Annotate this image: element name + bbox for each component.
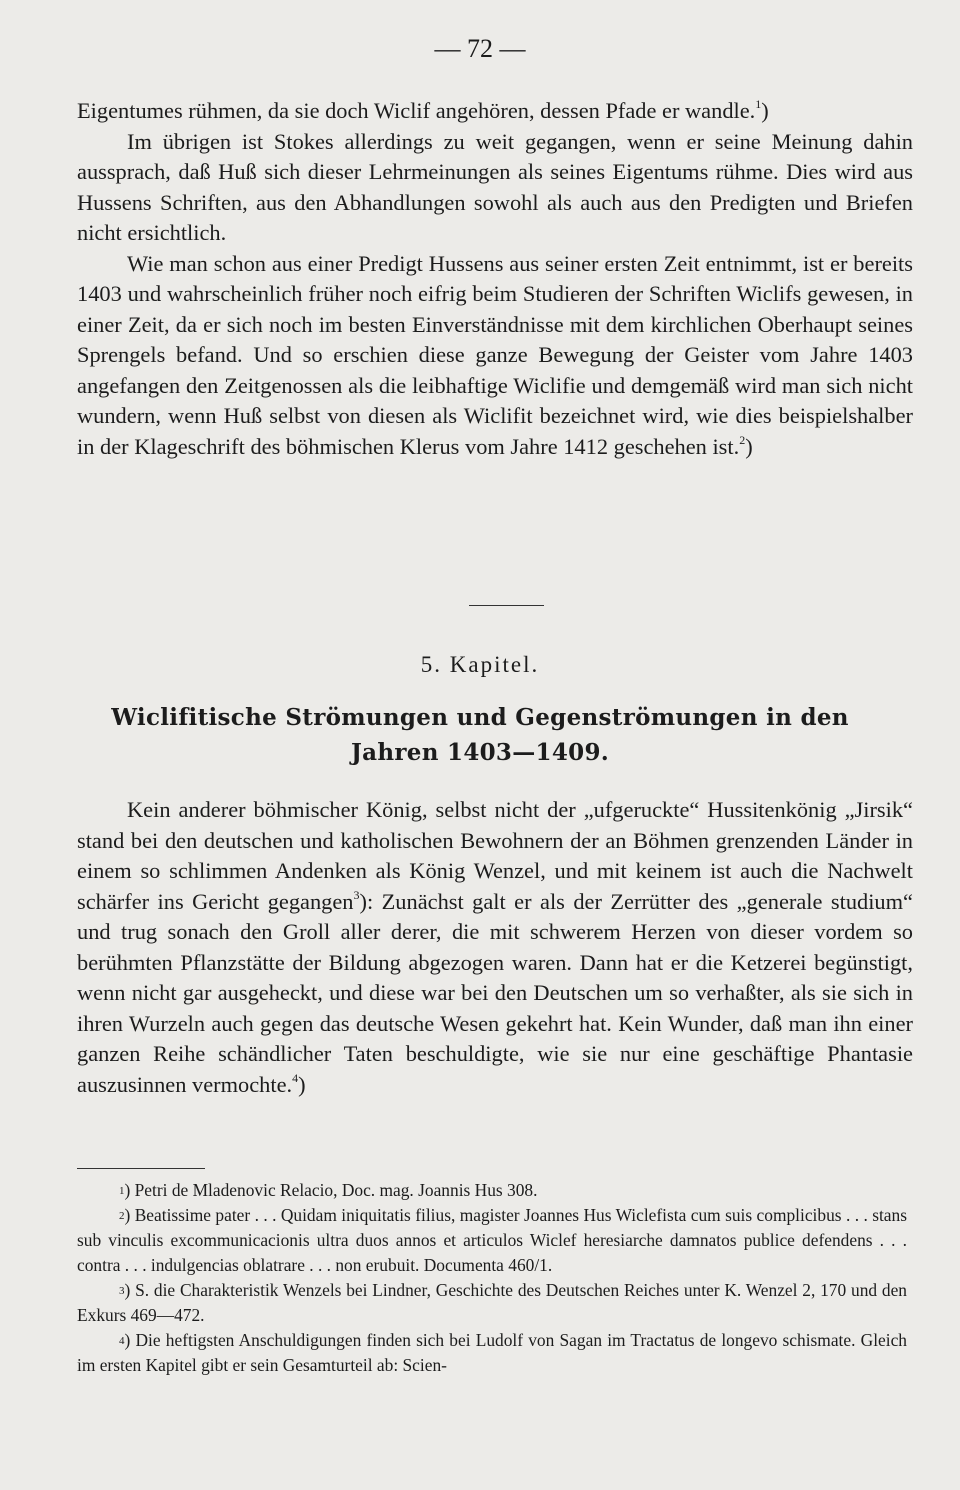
paragraph-text: Kein anderer böhmischer König, selbst nicht der „ufgeruckte“ Hussitenkönig „Jirsik“ stand bei den deutschen und katholischen Bewohnern der an Böhmen grenzenden Länder in einem so schlimmen Andenken als König Wenzel, und mit keinem ist auch die Nachwelt schärfer ins Gericht gegangen xyxy=(77,797,913,914)
footnote-divider xyxy=(77,1168,205,1169)
footnote-text: ) Die heftigsten Anschuldigungen finden sich bei Ludolf von Sagan im Tractatus de longevo schismate. Gleich im ersten Kapitel gibt er sein Gesamturteil ab: Scien- xyxy=(77,1330,907,1375)
footnote-marker: 3 xyxy=(119,1285,125,1297)
paragraph: Im übrigen ist Stokes allerdings zu weit gegangen, wenn er seine Meinung dahin aussprach, daß Huß sich dieser Lehrmeinungen als seines Eigentums rühme. Dies wird aus Hussens Schriften, aus den Abhandlungen sowohl als auch aus den Predigten und Briefen nicht ersichtlich. xyxy=(77,128,913,245)
chapter-title-line: Jahren 1403—1409. xyxy=(350,739,610,766)
footnotes xyxy=(77,1178,907,1378)
page-number: — 72 — xyxy=(434,34,526,63)
footnote-ref: 2 xyxy=(739,432,746,447)
chapter-title-line: Wiclifitische Strömungen und Gegenströmungen in den xyxy=(111,704,849,731)
paragraph-text: Wie man schon aus einer Predigt Hussens aus seiner ersten Zeit entnimmt, ist er bereits 1403 und wahrscheinlich früher noch eifrig beim Studieren der Schriften Wiclifs gewesen, in einer Zeit, da er sich noch im besten Einverständnisse mit dem kirchlichen Oberhaupt seines Sprengels befand. Und so erschien diese ganze Bewegung der Geister vom Jahre 1403 angefangen den Zeitgenossen als die leibhaftige Wiclifie und demgemäß wird man sich nicht wundern, wenn Huß selbst von diesen als Wiclifit bezeichnet wird, wie dies beispielshalber in der Klageschrift des böhmischen Klerus vom Jahre 1412 geschehen ist. xyxy=(77,250,913,459)
chapter-label: 5. Kapitel. xyxy=(420,652,540,677)
footnote-text: ) S. die Charakteristik Wenzels bei Lindner, Geschichte des Deutschen Reiches unter K. Wenzel 2, 170 und den Exkurs 469—472. xyxy=(77,1280,907,1325)
footnote-ref: 3 xyxy=(353,887,360,902)
footnote-marker: 4 xyxy=(119,1335,125,1347)
paragraph-text: ): Zunächst galt er als der Zerrütter des „generale studium“ und trug sonach den Groll aller derer, die mit schwerem Herzen von dieser vordem so berühmten Pflanzstätte der Bildung abgezogen waren. Dann hat er die Ketzerei begünstigt, wenn nicht gar ausgeheckt, und diese war bei den Deutschen um so verhaßter, als sie sich in ihren Wurzeln auch gegen das deutsche Wesen gekehrt hat. Kein Wunder, daß man ihn einer ganzen Reihe schändlicher Taten beschuldigte, wie sie nur eine geschäftige Phantasie auszusinnen vermochte. xyxy=(77,888,913,1097)
paragraph-text: ) xyxy=(745,433,753,459)
footnote-text: ) Beatissime pater . . . Quidam iniquitatis filius, magister Joannes Hus Wiclefista cum suis complicibus . . . stans sub vinculis excommunicacionis ultra duos annos et articulos Wiclef heresiarche damnatos publice defendens . . . contra . . . indulgencias oblatrare . . . non erubuit. Documenta 460/1. xyxy=(77,1205,907,1275)
footnote xyxy=(77,1203,907,1278)
paragraph-text: ) xyxy=(298,1071,306,1097)
footnote xyxy=(77,1178,907,1203)
paragraph-text: ) xyxy=(761,98,769,123)
paragraph xyxy=(77,795,913,1100)
paragraph xyxy=(77,96,913,127)
footnote xyxy=(77,1328,907,1378)
footnote-ref: 1 xyxy=(755,97,762,111)
paragraph-text: Eigentumes rühmen, da sie doch Wiclif angehören, dessen Pfade er wandle. xyxy=(77,98,756,123)
text-block-top xyxy=(77,96,913,462)
chapter-title xyxy=(90,700,870,770)
paragraph xyxy=(77,249,913,463)
section-divider xyxy=(469,605,544,606)
footnote-ref: 4 xyxy=(292,1070,299,1085)
footnote-marker: 2 xyxy=(119,1210,125,1222)
footnote xyxy=(77,1278,907,1328)
footnote-marker: 1 xyxy=(119,1185,125,1197)
text-block-chapter xyxy=(77,795,913,1100)
footnote-text: ) Petri de Mladenovic Relacio, Doc. mag. Joannis Hus 308. xyxy=(124,1180,538,1200)
